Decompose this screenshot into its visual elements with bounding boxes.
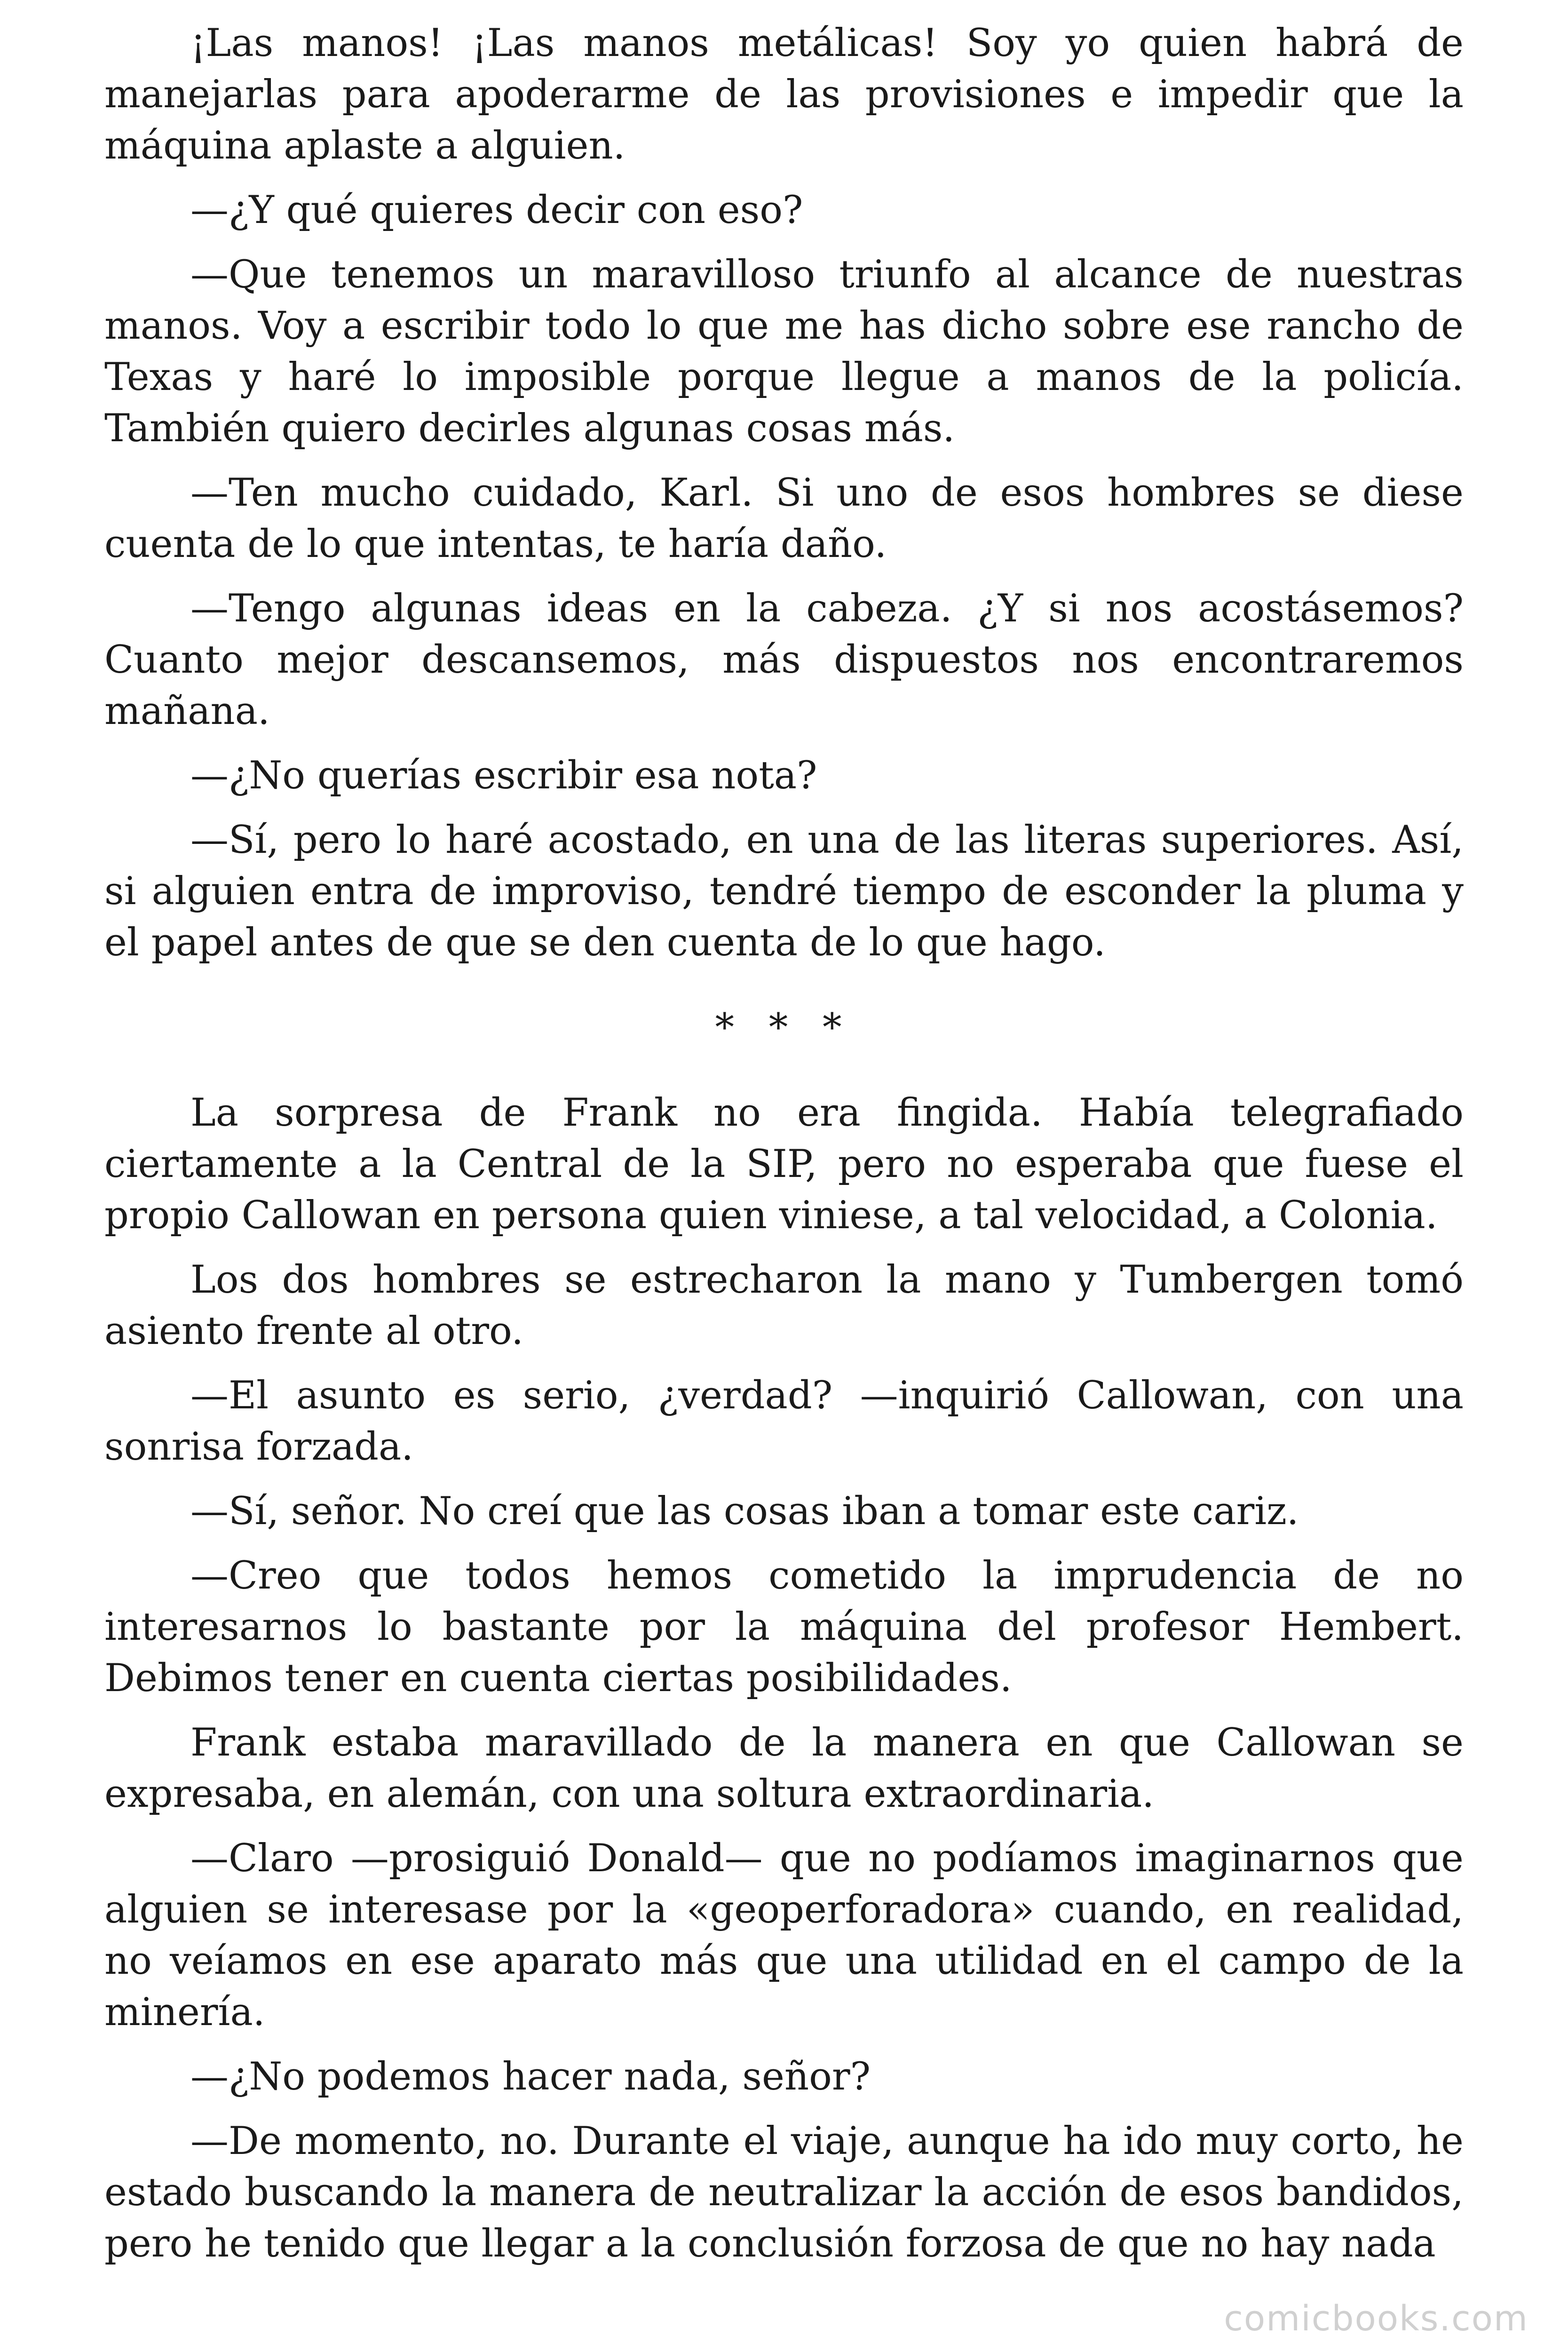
paragraph: —Ten mucho cuidado, Karl. Si uno de esos hombres se diese cuenta de lo que intentas, te haría daño.	[104, 471, 1464, 566]
paragraph: —Sí, señor. No creí que las cosas iban a tomar este cariz.	[190, 1489, 1299, 1534]
paragraph: —¿Y qué quieres decir con eso?	[190, 188, 803, 232]
watermark-logo: comicbooks.com	[1224, 2298, 1528, 2339]
paragraph: —Que tenemos un maravilloso triunfo al alcance de nuestras manos. Voy a escribir todo lo que me has dicho sobre ese rancho de Texas y haré lo imposible porque llegue a manos de la policía. También quiero decirles algunas cosas más.	[104, 253, 1464, 451]
paragraph: —¿No querías escribir esa nota?	[190, 754, 817, 798]
paragraph: Frank estaba maravillado de la manera en que Callowan se expresaba, en alemán, con una soltura extraordinaria.	[104, 1721, 1464, 1816]
paragraph: Los dos hombres se estrecharon la mano y Tumbergen tomó asiento frente al otro.	[104, 1258, 1464, 1353]
paragraph: —Sí, pero lo haré acostado, en una de las literas superiores. Así, si alguien entra de improviso, tendré tiempo de esconder la pluma y el papel antes de que se den cuenta de lo que hago.	[104, 818, 1464, 965]
paragraph: —Creo que todos hemos cometido la imprudencia de no interesarnos lo bastante por la máquina del profesor Hembert. Debimos tener en cuenta ciertas posibilidades.	[104, 1554, 1464, 1700]
paragraph: La sorpresa de Frank no era fingida. Había telegrafiado ciertamente a la Central de la SIP, pero no esperaba que fuese el propio Callowan en persona quien viniese, a tal velocidad, a Colonia.	[104, 1091, 1464, 1238]
paragraph: —De momento, no. Durante el viaje, aunque ha ido muy corto, he estado buscando la manera de neutralizar la acción de esos bandidos, pero he tenido que llegar a la conclusión forzosa de que no hay nada	[104, 2119, 1464, 2266]
paragraph: —El asunto es serio, ¿verdad? —inquirió Callowan, con una sonrisa forzada.	[104, 1374, 1464, 1469]
paragraph: —¿No podemos hacer nada, señor?	[190, 2055, 871, 2099]
paragraph: —Claro —prosiguió Donald— que no podíamos imaginarnos que alguien se interesase por la «geoperforadora» cuando, en realidad, no veíamos en ese aparato más que una utilidad en el campo de la minería.	[104, 1836, 1464, 2034]
paragraph: ¡Las manos! ¡Las manos metálicas! Soy yo quien habrá de manejarlas para apoderarme de las provisiones e impedir que la máquina aplaste a alguien.	[104, 21, 1464, 168]
page-body	[104, 18, 1464, 2283]
section-separator: * * *	[715, 1006, 853, 1050]
paragraph: —Tengo algunas ideas en la cabeza. ¿Y si nos acostásemos? Cuanto mejor descansemos, más dispuestos nos encontraremos mañana.	[104, 587, 1464, 733]
